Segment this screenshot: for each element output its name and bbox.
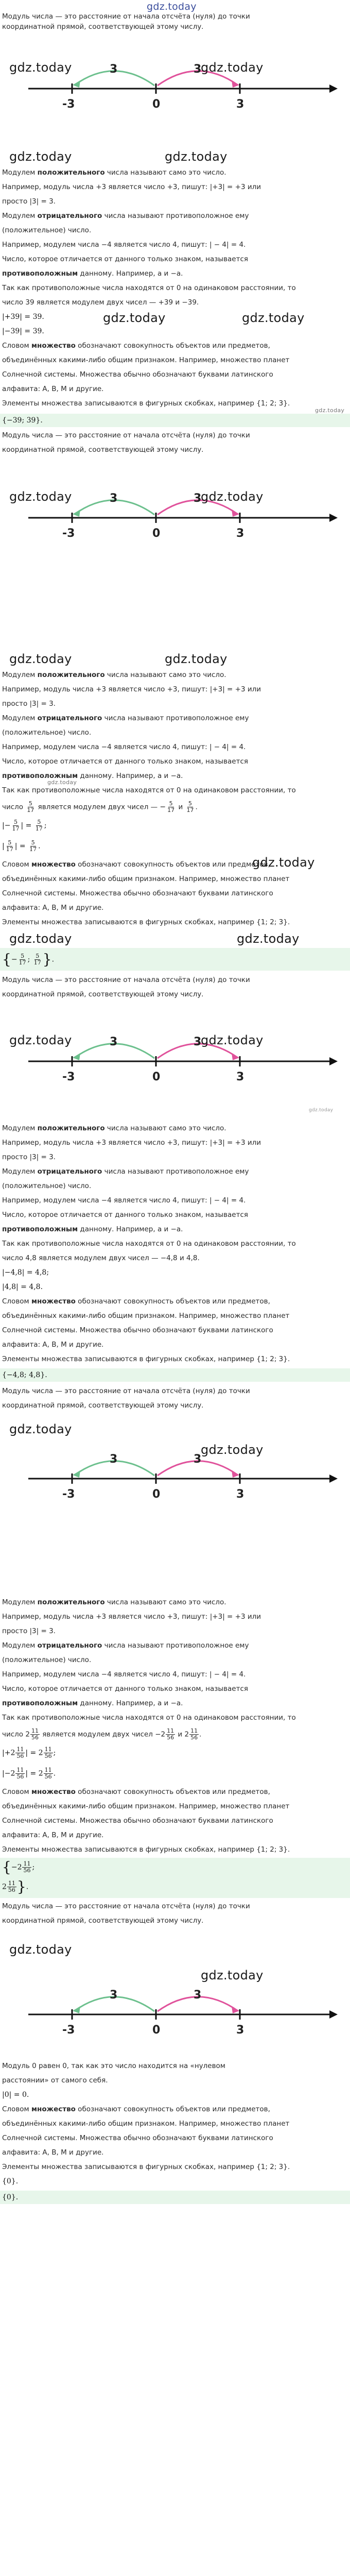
fraction xyxy=(15,1747,25,1759)
fraction-denominator: 56 xyxy=(8,1887,15,1893)
whole-part: 2 xyxy=(38,1769,43,1778)
text-fragment: Словом xyxy=(2,860,32,869)
paragraph: Солнечной системы. Множества обычно обозначают буквами латинского xyxy=(2,2134,273,2142)
paragraph xyxy=(2,1296,270,1307)
fraction-denominator: 17 xyxy=(6,846,13,853)
answer: {−4,8; 4,8}. xyxy=(2,1371,47,1379)
bold-term: положительного xyxy=(37,671,105,679)
arc-label-right: 3 xyxy=(194,492,202,505)
tick-label-neg3: -3 xyxy=(62,527,75,540)
fraction-denominator: 17 xyxy=(33,959,41,966)
paragraph: просто |3| = 3. xyxy=(2,197,56,206)
fraction-denominator: 56 xyxy=(44,1753,52,1759)
fraction-denominator: 17 xyxy=(186,807,194,814)
paragraph: Модулем положительного числа называют само это число. xyxy=(2,671,226,679)
number-line-svg xyxy=(0,1958,350,2056)
bold-term: положительного xyxy=(37,1124,105,1132)
paragraph: (положительное) число. xyxy=(2,1182,92,1190)
text-fragment: Модулем xyxy=(2,714,38,722)
paragraph: (положительное) число. xyxy=(2,226,92,234)
text-fragment: числа называют противоположное ему xyxy=(102,714,249,722)
equation: |+2 $\frac{11}{56}$ | = 2 $\frac{11}{56}$ ; xyxy=(2,1746,56,1759)
watermark: gdz.today xyxy=(47,779,77,786)
paragraph: Модулем положительного числа называют само это число. xyxy=(2,1124,226,1132)
fraction-numerator: 5 xyxy=(28,800,32,807)
paragraph: Модулем положительного числа называют само это число. xyxy=(2,168,226,177)
fraction-numerator: 5 xyxy=(31,839,35,846)
answer-highlight xyxy=(0,2191,350,2204)
paragraph xyxy=(2,1640,249,1651)
fraction-denominator: 17 xyxy=(27,807,34,814)
text-fragment: данному. Например, a и −a. xyxy=(78,1699,183,1707)
fraction xyxy=(44,1767,53,1780)
paragraph: Солнечной системы. Множества обычно обозначают буквами латинского xyxy=(2,1817,273,1825)
paragraph: Например, модуль числа +3 является число +3, пишут: |+3| = +3 или xyxy=(2,183,261,191)
bold-term: противоположным xyxy=(2,1699,78,1707)
paragraph: Солнечной системы. Множества обычно обозначают буквами латинского xyxy=(2,1326,273,1334)
bold-term: отрицательного xyxy=(37,1167,102,1176)
number-line-figure xyxy=(0,32,350,130)
bold-term: множество xyxy=(31,2105,76,2113)
bold-term: положительного xyxy=(37,168,105,177)
intro-text: координатной прямой, соответствующей этому числу. xyxy=(2,990,204,998)
watermark: gdz.today xyxy=(9,60,72,75)
equation: |−4,8| = 4,8; xyxy=(2,1268,49,1277)
fraction-numerator: 5 xyxy=(188,800,192,807)
fraction-numerator: 11 xyxy=(44,1767,52,1773)
arc-label-right: 3 xyxy=(194,1036,202,1048)
paragraph: алфавита: A, B, M и другие. xyxy=(2,1831,104,1839)
bold-term: множество xyxy=(31,1788,76,1796)
bold-term: положительного xyxy=(37,1598,105,1606)
arc-label-right: 3 xyxy=(194,1453,202,1466)
paragraph: число 4,8 является модулем двух чисел — −4,8 и 4,8. xyxy=(2,1254,200,1262)
whole-part: 2 xyxy=(10,1749,15,1757)
intro-text: Модуль числа — это расстояние от начала отсчёта (нуля) до точки xyxy=(2,12,250,21)
bold-term: противоположным xyxy=(2,1225,78,1233)
minus-sign: − xyxy=(160,803,166,811)
fraction xyxy=(18,953,27,966)
paragraph: Например, модулем числа −4 является число 4, пишут: | − 4| = 4. xyxy=(2,1196,246,1205)
fraction xyxy=(30,1728,40,1741)
paragraph: Элементы множества записываются в фигурных скобках, например {1; 2; 3}. xyxy=(2,918,290,926)
text-fragment: данному. Например, a и −a. xyxy=(78,1225,183,1233)
fraction-numerator: 5 xyxy=(169,800,173,807)
tick-label-3: 3 xyxy=(236,2024,244,2037)
watermark: gdz.today xyxy=(242,311,305,325)
paragraph: Например, модулем числа −4 является число 4, пишут: | − 4| = 4. xyxy=(2,743,246,751)
paragraph: Например, модулем числа −4 является число 4, пишут: | − 4| = 4. xyxy=(2,241,246,249)
brace: { xyxy=(2,1858,11,1876)
whole-part: 2 xyxy=(17,1863,22,1872)
fraction xyxy=(166,801,176,814)
watermark: gdz.today xyxy=(9,149,72,164)
tick-label-3: 3 xyxy=(236,1071,244,1083)
fraction-numerator: 11 xyxy=(23,1860,31,1867)
equation: |− $\frac{5}{17}$ | = $\frac{5}{17}$ ; xyxy=(2,819,47,832)
paragraph: объединённых какими-либо общим признаком. Например, множество планет xyxy=(2,1802,290,1810)
equation: |+39| = 39. xyxy=(2,313,44,321)
answer: {−39; 39}. xyxy=(2,416,43,425)
paragraph: объединённых какими-либо общим признаком. Например, множество планет xyxy=(2,356,290,364)
watermark: gdz.today xyxy=(9,1942,72,1957)
paragraph: Солнечной системы. Множества обычно обозначают буквами латинского xyxy=(2,370,273,379)
arc-label-left: 3 xyxy=(110,1453,118,1466)
text-fragment: обозначают совокупность объектов или предметов, xyxy=(75,1788,270,1796)
paragraph: Число, которое отличается от данного только знаком, называется xyxy=(2,757,248,766)
fraction-numerator: 11 xyxy=(167,1727,174,1734)
watermark: gdz.today xyxy=(165,652,227,666)
text-fragment: число xyxy=(2,803,24,811)
paragraph: алфавита: A, B, M и другие. xyxy=(2,1341,104,1349)
fraction-denominator: 17 xyxy=(167,807,175,814)
text-fragment: обозначают совокупность объектов или предметов, xyxy=(75,342,270,350)
watermark: gdz.today xyxy=(9,931,72,946)
intro-text: Модуль числа — это расстояние от начала отсчёта (нуля) до точки xyxy=(2,431,250,439)
paragraph: Так как противоположные числа находятся от 0 на одинаковом расстоянии, то xyxy=(2,1240,296,1248)
fraction-denominator: 56 xyxy=(44,1773,52,1780)
tick-label-zero: 0 xyxy=(152,1488,161,1501)
bold-term: отрицательного xyxy=(37,714,102,722)
text-fragment: обозначают совокупность объектов или предметов, xyxy=(75,2105,270,2113)
text-fragment: является модулем двух чисел — xyxy=(38,803,158,811)
paragraph: Модулем положительного числа называют само это число. xyxy=(2,1598,226,1606)
fraction-numerator: 5 xyxy=(37,819,41,825)
paragraph: просто |3| = 3. xyxy=(2,1627,56,1635)
paragraph: объединённых какими-либо общим признаком. Например, множество планет xyxy=(2,1312,290,1320)
fraction-numerator: 11 xyxy=(190,1727,198,1734)
text-fragment: обозначают совокупность объектов или предметов, xyxy=(75,1297,270,1306)
arc-label-left: 3 xyxy=(110,1036,118,1048)
fraction-numerator: 11 xyxy=(31,1727,39,1734)
tick-label-3: 3 xyxy=(236,527,244,540)
answer-highlight xyxy=(0,1858,350,1898)
brace: } xyxy=(42,951,52,968)
text-fragment: Словом xyxy=(2,342,32,350)
number-line-svg xyxy=(0,32,350,130)
fraction xyxy=(11,819,20,832)
fraction-numerator: 5 xyxy=(8,839,12,846)
arc-label-right: 3 xyxy=(194,1989,202,2002)
intro-text: координатной прямой, соответствующей этому числу. xyxy=(2,1917,204,1925)
fraction-numerator: 5 xyxy=(21,953,25,959)
text-fragment: данному. Например, a и −a. xyxy=(78,269,183,278)
equation: |4,8| = 4,8. xyxy=(2,1283,43,1291)
equation: |0| = 0. xyxy=(2,2091,29,2099)
text-fragment: числа называют противоположное ему xyxy=(102,1641,249,1650)
paragraph xyxy=(2,1224,183,1234)
paragraph xyxy=(2,1787,270,1797)
paragraph: Число, которое отличается от данного только знаком, называется xyxy=(2,255,248,263)
fraction-numerator: 5 xyxy=(36,953,40,959)
number-line-svg xyxy=(0,1422,350,1520)
paragraph xyxy=(2,771,183,781)
answer: 2 $\frac{11}{56}$ }. xyxy=(2,1878,29,1895)
tick-label-neg3: -3 xyxy=(62,98,75,111)
tick-label-zero: 0 xyxy=(152,98,161,111)
text-fragment: число 2 xyxy=(2,1730,30,1739)
fraction-denominator: 17 xyxy=(12,825,20,832)
intro-text: Модуль числа — это расстояние от начала отсчёта (нуля) до точки xyxy=(2,1902,250,1910)
watermark: gdz.today xyxy=(9,489,72,504)
tick-label-zero: 0 xyxy=(152,527,161,540)
fraction xyxy=(26,801,35,814)
tick-label-neg3: -3 xyxy=(62,1071,75,1083)
paragraph: Например, модуль числа +3 является число +3, пишут: |+3| = +3 или xyxy=(2,685,261,693)
paragraph: Элементы множества записываются в фигурных скобках, например {1; 2; 3}. xyxy=(2,1845,290,1854)
tick-label-zero: 0 xyxy=(152,2024,161,2037)
answer: {0}. xyxy=(2,2193,19,2201)
text-fragment: Модулем xyxy=(2,1641,38,1650)
paragraph xyxy=(2,2104,270,2114)
watermark: gdz.today xyxy=(315,407,345,414)
tick-label-3: 3 xyxy=(236,98,244,111)
paragraph: алфавита: A, B, M и другие. xyxy=(2,2148,104,2157)
paragraph: число $\frac{5}{17}$ является модулем двух чисел — − $\frac{5}{17}$ и $\frac{5}{17}$ . xyxy=(2,800,198,814)
answer: {− $\frac{5}{17}$ ; $\frac{5}{17}$ }. xyxy=(2,951,55,968)
paragraph: число 39 является модулем двух чисел — +39 и −39. xyxy=(2,298,199,307)
equation: |−2 $\frac{11}{56}$ | = 2 $\frac{11}{56}$ . xyxy=(2,1767,56,1780)
text-fragment: Модулем xyxy=(2,212,38,220)
fraction xyxy=(7,1880,16,1893)
paragraph: Элементы множества записываются в фигурных скобках, например {1; 2; 3}. xyxy=(2,2163,290,2171)
paragraph: Элементы множества записываются в фигурных скобках, например {1; 2; 3}. xyxy=(2,1355,290,1363)
whole-part: 2 xyxy=(38,1749,43,1757)
fraction-numerator: 11 xyxy=(16,1767,24,1773)
number-line-figure xyxy=(0,1958,350,2056)
paragraph: Число, которое отличается от данного только знаком, называется xyxy=(2,1685,248,1693)
fraction-denominator: 17 xyxy=(35,825,43,832)
watermark: gdz.today xyxy=(9,652,72,666)
paragraph xyxy=(2,1698,183,1708)
intro-text: координатной прямой, соответствующей этому числу. xyxy=(2,446,204,454)
paragraph: объединённых какими-либо общим признаком. Например, множество планет xyxy=(2,875,290,883)
fraction xyxy=(15,1767,25,1780)
whole-part: 2 xyxy=(2,1883,7,1891)
fraction-denominator: 17 xyxy=(19,959,26,966)
watermark: gdz.today xyxy=(201,1033,264,1047)
fraction-numerator: 11 xyxy=(44,1746,52,1753)
paragraph xyxy=(2,341,270,351)
bold-term: отрицательного xyxy=(37,212,102,220)
watermark: gdz.today xyxy=(237,931,300,946)
fraction xyxy=(189,1728,199,1741)
paragraph xyxy=(2,859,270,870)
watermark: gdz.today xyxy=(201,1968,264,1982)
fraction xyxy=(34,819,44,832)
answer: {−2 $\frac{11}{56}$ ; xyxy=(2,1858,35,1876)
fraction xyxy=(44,1747,53,1759)
paragraph xyxy=(2,211,249,221)
fraction xyxy=(22,1861,31,1874)
text-fragment: числа называют противоположное ему xyxy=(102,212,249,220)
paragraph xyxy=(2,713,249,723)
fraction-denominator: 17 xyxy=(29,846,37,853)
text-fragment: является модулем двух чисел −2 xyxy=(42,1730,166,1739)
paragraph: (положительное) число. xyxy=(2,728,92,737)
fraction xyxy=(166,1728,175,1741)
bold-term: множество xyxy=(31,1297,76,1306)
paragraph: (положительное) число. xyxy=(2,1656,92,1664)
answer-highlight xyxy=(0,1368,350,1382)
text-fragment: Словом xyxy=(2,2105,32,2113)
paragraph: Например, модуль числа +3 является число +3, пишут: |+3| = +3 или xyxy=(2,1613,261,1621)
arc-label-left: 3 xyxy=(110,492,118,505)
watermark: gdz.today xyxy=(309,1108,334,1113)
fraction-denominator: 56 xyxy=(167,1734,174,1741)
paragraph: алфавита: A, B, M и другие. xyxy=(2,385,104,393)
number-line-figure xyxy=(0,1005,350,1103)
watermark: gdz.today xyxy=(9,1422,72,1436)
paragraph: Элементы множества записываются в фигурных скобках, например {1; 2; 3}. xyxy=(2,399,290,408)
paragraph: Солнечной системы. Множества обычно обозначают буквами латинского xyxy=(2,889,273,897)
tick-label-neg3: -3 xyxy=(62,1488,75,1501)
whole-part: 2 xyxy=(10,1769,15,1778)
paragraph: Так как противоположные числа находятся от 0 на одинаковом расстоянии, то xyxy=(2,1714,296,1722)
paragraph: объединённых какими-либо общим признаком. Например, множество планет xyxy=(2,2120,290,2128)
fraction-denominator: 56 xyxy=(23,1867,31,1874)
paragraph: расстоянии» от самого себя. xyxy=(2,2076,108,2084)
fraction-numerator: 11 xyxy=(8,1880,15,1887)
paragraph: просто |3| = 3. xyxy=(2,700,56,708)
fraction xyxy=(5,840,14,853)
equation: | $\frac{5}{17}$ | = $\frac{5}{17}$ . xyxy=(2,839,41,853)
paragraph: число 2 $\frac{11}{56}$ является модулем двух чисел −2 $\frac{11}{56}$ и 2 $\frac{11}{56}$ . xyxy=(2,1727,202,1741)
watermark: gdz.today xyxy=(252,855,315,870)
fraction-numerator: 11 xyxy=(16,1746,24,1753)
bold-term: отрицательного xyxy=(37,1641,102,1650)
fraction-denominator: 56 xyxy=(16,1753,24,1759)
tick-label-zero: 0 xyxy=(152,1071,161,1083)
watermark: gdz.today xyxy=(147,1,197,12)
watermark: gdz.today xyxy=(201,1443,264,1457)
tick-label-3: 3 xyxy=(236,1488,244,1501)
text-fragment: Словом xyxy=(2,1297,32,1306)
paragraph: Модуль 0 равен 0, так как это число находится на «нулевом xyxy=(2,2062,225,2070)
answer-highlight xyxy=(0,414,350,427)
arc-label-right: 3 xyxy=(194,63,202,76)
paragraph: Число, которое отличается от данного только знаком, называется xyxy=(2,1211,248,1219)
number-line-figure xyxy=(0,1422,350,1520)
number-line-svg xyxy=(0,461,350,559)
fraction-denominator: 56 xyxy=(31,1734,39,1741)
intro-text: Модуль числа — это расстояние от начала отсчёта (нуля) до точки xyxy=(2,976,250,984)
text-fragment: числа называют противоположное ему xyxy=(102,1167,249,1176)
text-fragment: Модулем xyxy=(2,1167,38,1176)
arc-label-left: 3 xyxy=(110,63,118,76)
fraction xyxy=(33,953,42,966)
number-line-svg xyxy=(0,1005,350,1103)
bold-term: множество xyxy=(31,342,76,350)
fraction xyxy=(28,840,38,853)
watermark: gdz.today xyxy=(103,311,166,325)
paragraph: Например, модуль числа +3 является число +3, пишут: |+3| = +3 или xyxy=(2,1139,261,1147)
intro-text: Модуль числа — это расстояние от начала отсчёта (нуля) до точки xyxy=(2,1387,250,1395)
paragraph: просто |3| = 3. xyxy=(2,1153,56,1161)
bold-term: множество xyxy=(31,860,76,869)
brace: } xyxy=(16,1878,26,1895)
paragraph: алфавита: A, B, M и другие. xyxy=(2,904,104,912)
paragraph xyxy=(2,268,183,279)
text-fragment: Словом xyxy=(2,1788,32,1796)
text-fragment: данному. Например, a и −a. xyxy=(78,772,183,780)
fraction-denominator: 56 xyxy=(190,1734,198,1741)
paragraph: Так как противоположные числа находятся от 0 на одинаковом расстоянии, то xyxy=(2,284,296,292)
equation: |−39| = 39. xyxy=(2,327,44,335)
watermark: gdz.today xyxy=(201,60,264,75)
paragraph: Например, модулем числа −4 является число 4, пишут: | − 4| = 4. xyxy=(2,1670,246,1679)
watermark: gdz.today xyxy=(165,149,227,164)
fraction-denominator: 56 xyxy=(16,1773,24,1780)
tick-label-neg3: -3 xyxy=(62,2024,75,2037)
fraction xyxy=(186,801,195,814)
arc-label-left: 3 xyxy=(110,1989,118,2002)
text-fragment: и 2 xyxy=(178,1730,189,1739)
brace: { xyxy=(2,951,11,968)
intro-text: координатной прямой, соответствующей этому числу. xyxy=(2,1401,204,1410)
number-line-figure xyxy=(0,461,350,559)
text-fragment: обозначают совокупность объектов или предметов, xyxy=(75,860,270,869)
bold-term: противоположным xyxy=(2,269,78,278)
fraction-numerator: 5 xyxy=(13,819,18,825)
paragraph xyxy=(2,1166,249,1177)
watermark: gdz.today xyxy=(201,489,264,504)
bold-term: противоположным xyxy=(2,772,78,780)
answer: {0}. xyxy=(2,2177,19,2185)
intro-text: координатной прямой, соответствующей этому числу. xyxy=(2,23,204,31)
paragraph: Так как противоположные числа находятся от 0 на одинаковом расстоянии, то xyxy=(2,786,296,794)
watermark: gdz.today xyxy=(9,1033,72,1047)
